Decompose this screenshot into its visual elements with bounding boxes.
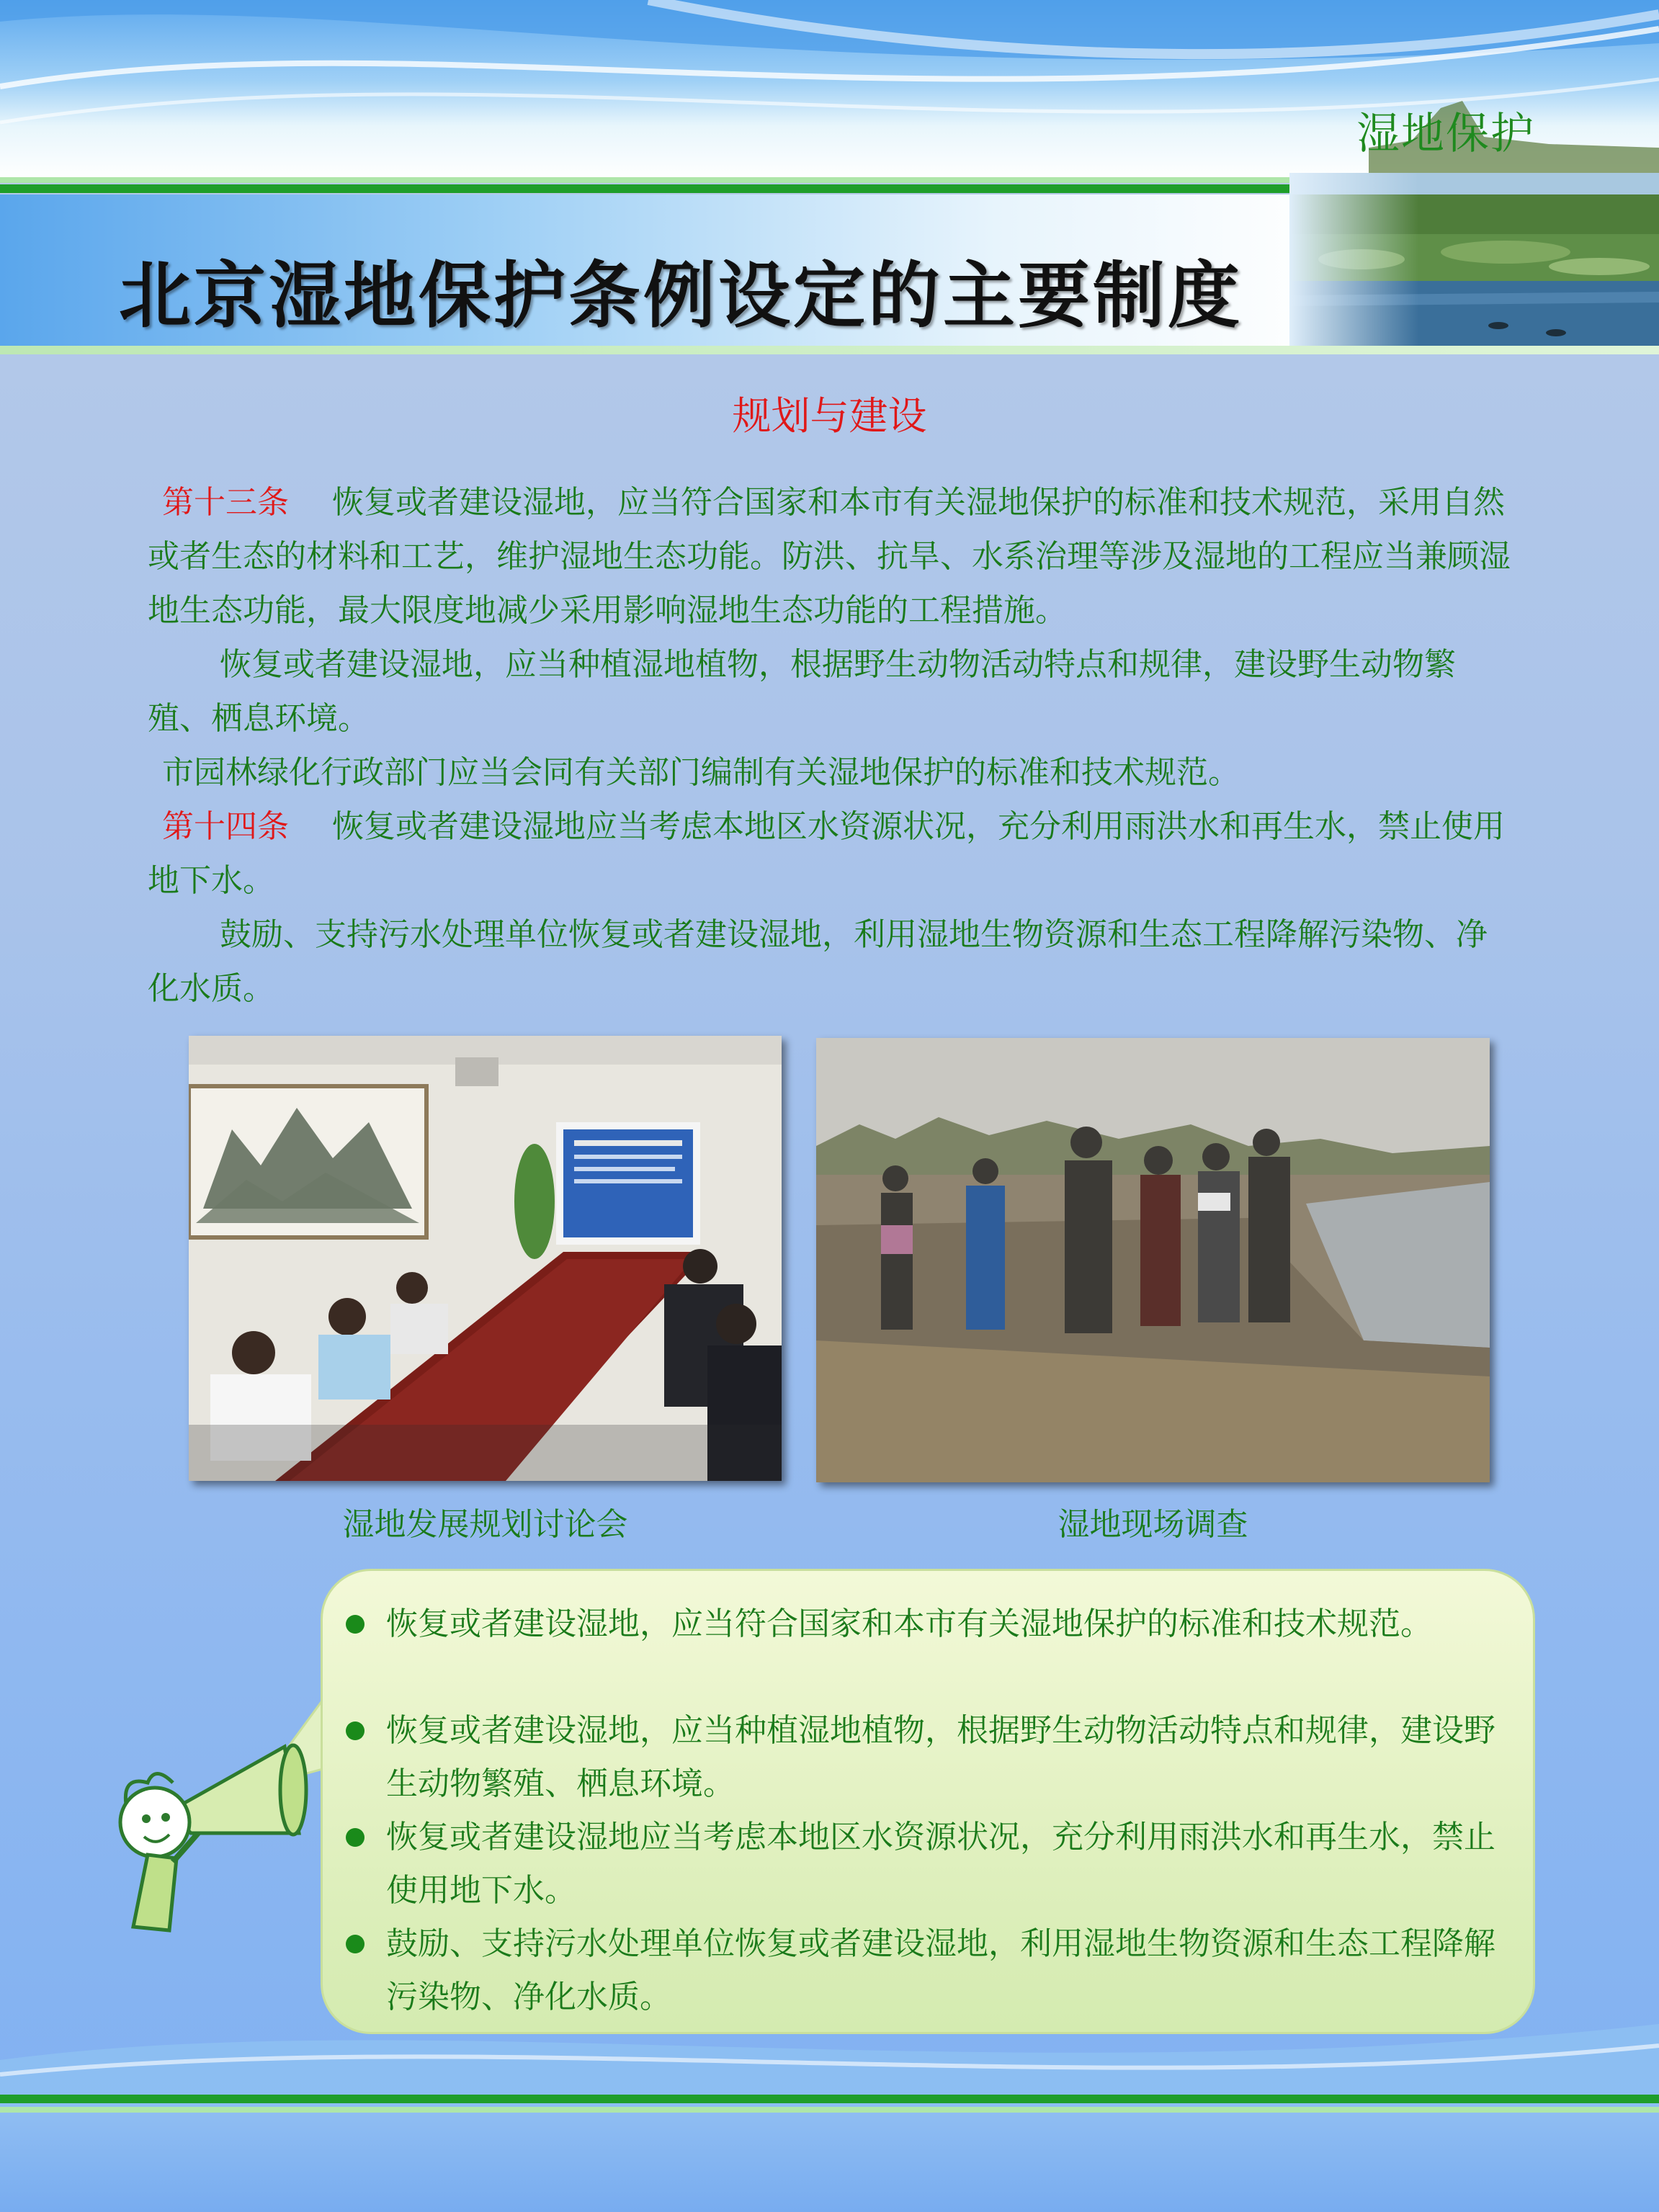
page-title: 北京湿地保护条例设定的主要制度	[119, 254, 1243, 338]
bullet-dot-icon	[346, 1935, 365, 1953]
summary-bullet-text: 恢复或者建设湿地，应当种植湿地植物，根据野生动物活动特点和规律，建设野生动物繁殖、栖息环境。	[386, 1712, 1495, 1802]
meeting-photo-caption: 湿地发展规划讨论会	[342, 1506, 628, 1543]
footer-wave-decoration	[0, 1995, 1659, 2110]
article-13-label: 第十三条	[162, 484, 289, 521]
summary-bullet-text: 恢复或者建设湿地应当考虑本地区水资源状况，充分利用雨洪水和再生水，禁止使用地下水。	[386, 1819, 1495, 1909]
section-tag: 湿地保护	[1356, 109, 1535, 159]
summary-bullet-text: 恢复或者建设湿地，应当符合国家和本市有关湿地保护的标准和技术规范。	[386, 1606, 1432, 1642]
footer-band	[0, 2113, 1659, 2212]
wetland-lake-photo	[1289, 173, 1659, 346]
article-13-paragraph-2: 恢复或者建设湿地，应当种植湿地植物，根据野生动物活动特点和规律，建设野生动物繁殖、栖息环境。	[148, 646, 1456, 737]
header-band	[0, 0, 1659, 180]
summary-bullet-text: 鼓励、支持污水处理单位恢复或者建设湿地，利用湿地生物资源和生态工程降解污染物、净化水质。	[386, 1925, 1495, 2015]
meeting-photo	[189, 1036, 782, 1481]
summary-bullet	[346, 1811, 1520, 1917]
field-survey-photo-icon	[816, 1038, 1490, 1482]
article-13-paragraph	[148, 475, 1516, 637]
field-survey-photo	[816, 1038, 1490, 1482]
summary-bullet	[346, 1598, 1520, 1651]
article-13-text: 恢复或者建设湿地，应当符合国家和本市有关湿地保护的标准和技术规范，采用自然或者生态的材料和工艺，维护湿地生态功能。防洪、抗旱、水系治理等涉及湿地的工程应当兼顾湿地生态功能，最大限度地减少采用影响湿地生态功能的工程措施。	[148, 484, 1511, 629]
article-14-paragraph-2: 鼓励、支持污水处理单位恢复或者建设湿地，利用湿地生物资源和生态工程降解污染物、净化水质。	[148, 916, 1488, 1007]
article-14-text: 恢复或者建设湿地应当考虑本地区水资源状况，充分利用雨洪水和再生水，禁止使用地下水。	[148, 808, 1505, 899]
bullet-dot-icon	[346, 1828, 365, 1847]
section-heading: 规划与建设	[732, 393, 927, 439]
field-photo-caption: 湿地现场调查	[1057, 1506, 1248, 1543]
mascot-megaphone-icon	[104, 1725, 313, 1934]
bullet-dot-icon	[346, 1721, 365, 1740]
summary-bullet	[346, 1704, 1520, 1811]
meeting-photo-icon	[189, 1036, 782, 1481]
title-divider	[0, 346, 1659, 354]
article-13-paragraph-3: 市园林绿化行政部门应当会同有关部门编制有关湿地保护的标准和技术规范。	[162, 754, 1240, 791]
article-14-paragraph	[148, 800, 1516, 908]
article-14-label: 第十四条	[162, 808, 289, 845]
bullet-dot-icon	[346, 1615, 365, 1634]
footer-green-divider	[0, 2095, 1659, 2103]
footer-light-divider	[0, 2107, 1659, 2113]
